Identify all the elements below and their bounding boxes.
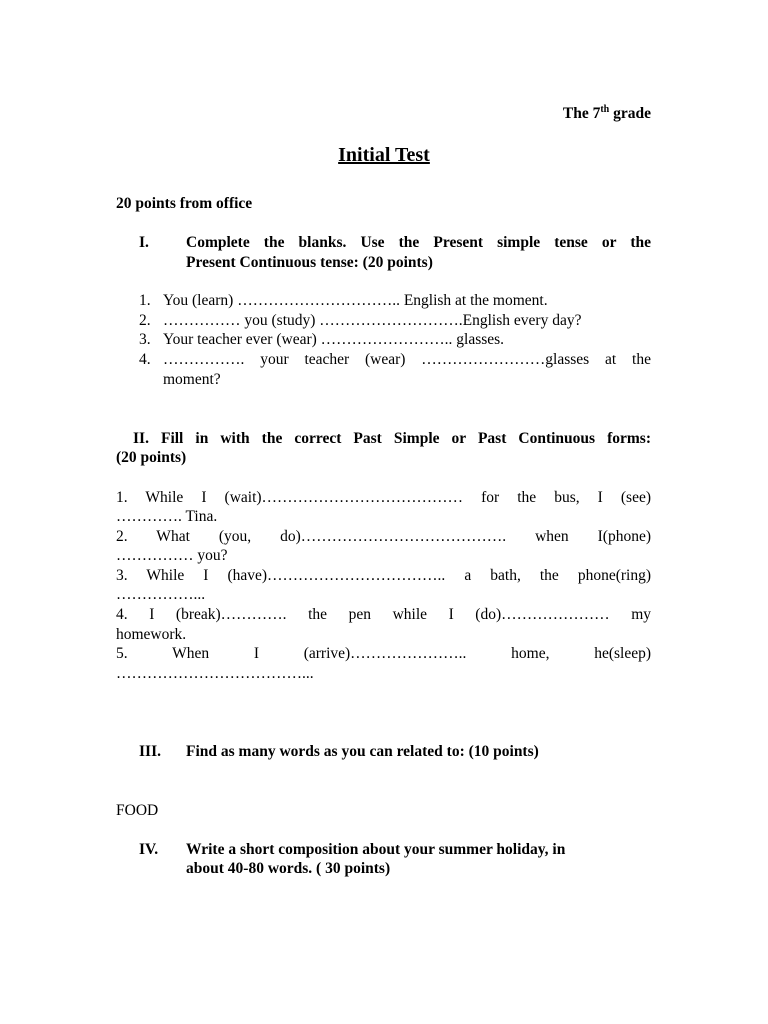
s2-item-2-line1: 2. What (you, do)…………………………………. when I(phone) bbox=[116, 528, 651, 545]
s1-item-4-num: 4. bbox=[139, 351, 151, 368]
s2-item-4-line1: 4. I (break)…………. the pen while I (do)………………… my bbox=[116, 606, 651, 623]
section-4-numeral: IV. bbox=[139, 841, 159, 858]
s1-item-3-text: Your teacher ever (wear) …………………….. glasses. bbox=[163, 331, 505, 348]
s1-item-2-num: 2. bbox=[139, 312, 151, 329]
section-1-heading-line1: Complete the blanks. Use the Present simple tense or the bbox=[186, 234, 651, 251]
s1-item-4-text-line2: moment? bbox=[163, 371, 221, 388]
section-4-heading-line1: Write a short composition about your summer holiday, in bbox=[186, 841, 566, 858]
s2-item-3-line2: ……………... bbox=[116, 586, 206, 603]
s1-item-2-text: …………… you (study) ……………………….English every day? bbox=[163, 312, 582, 329]
section-4-heading-line2: about 40-80 words. ( 30 points) bbox=[186, 860, 391, 877]
s2-item-5-line1: 5. When I (arrive)………………….. home, he(sleep) bbox=[116, 645, 651, 662]
grade-sup: th bbox=[600, 103, 610, 115]
grade-prefix: The 7 bbox=[562, 105, 601, 122]
section-3-topic: FOOD bbox=[116, 802, 159, 819]
section-1-numeral: I. bbox=[139, 234, 149, 251]
s2-item-4-line2: homework. bbox=[116, 626, 187, 643]
office-points: 20 points from office bbox=[116, 195, 253, 212]
s2-item-2-line2: …………… you? bbox=[116, 547, 228, 564]
s2-item-5-line2: ………………………………... bbox=[116, 665, 314, 682]
s1-item-1-text: You (learn) ………………………….. English at the moment. bbox=[163, 292, 548, 309]
section-3-heading: Find as many words as you can related to: (10 points) bbox=[186, 743, 539, 760]
s1-item-1-num: 1. bbox=[139, 292, 151, 309]
section-2-heading-line1: II. Fill in with the correct Past Simple or Past Continuous forms: bbox=[133, 430, 651, 447]
grade-suffix: grade bbox=[609, 105, 651, 122]
s1-item-3-num: 3. bbox=[139, 331, 151, 348]
section-1-heading-line2: Present Continuous tense: (20 points) bbox=[186, 254, 433, 271]
section-2-heading-line2: (20 points) bbox=[116, 449, 187, 466]
s2-item-1-line1: 1. While I (wait)………………………………… for the bus, I (see) bbox=[116, 489, 651, 506]
s2-item-1-line2: …………. Tina. bbox=[116, 508, 218, 525]
s1-item-4-text-line1: ……………. your teacher (wear) ……………………glasses at the bbox=[163, 351, 651, 368]
page-title: Initial Test bbox=[338, 144, 430, 166]
s2-item-3-line1: 3. While I (have)…………………………….. a bath, the phone(ring) bbox=[116, 567, 651, 584]
section-3-numeral: III. bbox=[139, 743, 161, 760]
grade-label bbox=[563, 105, 651, 123]
